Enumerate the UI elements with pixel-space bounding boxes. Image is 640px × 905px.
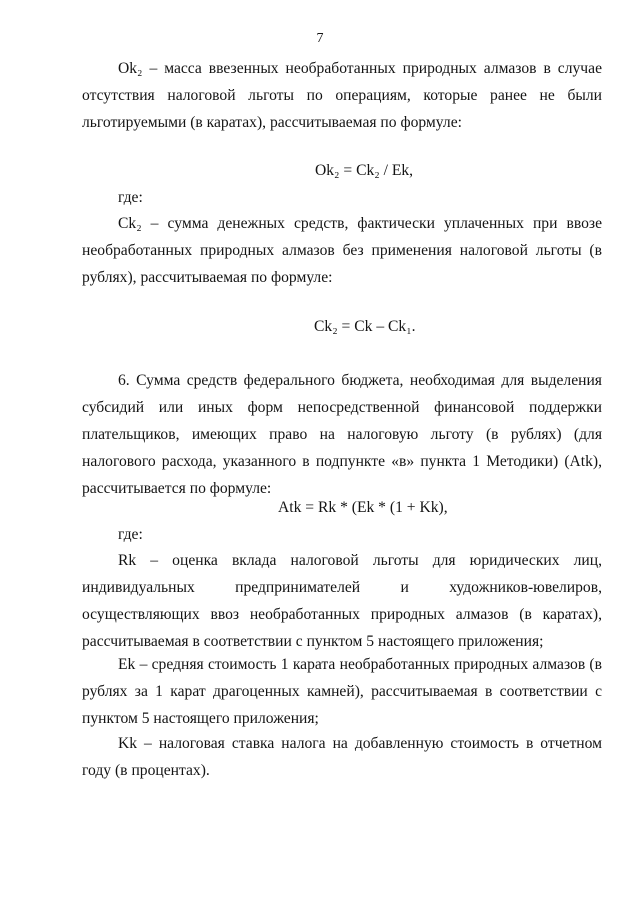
definition-rk: Rk – оценка вклада налоговой льготы для юридических лиц, индивидуальных предпринимателей и художников-ювелиров, осуществляющих ввоз необработанных природных алмазов (в каратах), рассчитываемая в соответствии с пунктом 5 настоящего приложения; <box>82 552 602 650</box>
definition-ek: Ek – средняя стоимость 1 карата необработанных природных алмазов (в рублях за 1 карат драгоценных камней), рассчитываемая в соответствии с пунктом 5 настоящего приложения; <box>82 656 602 727</box>
page-number: 7 <box>316 31 324 46</box>
formula-atk: Atk = Rk * (Ek * (1 + Kk), <box>278 499 448 516</box>
definition-ok2: Ok₂ – масса ввезенных необработанных природных алмазов в случае отсутствия налоговой льготы по операциям, которые ранее не были льготируемыми (в каратах), рассчитываемая по формуле: <box>82 60 602 131</box>
definition-kk: Kk – налоговая ставка налога на добавленную стоимость в отчетном году (в процентах). <box>82 735 602 779</box>
definition-ck2: Ck₂ – сумма денежных средств, фактически уплаченных при ввозе необработанных природных алмазов без применения налоговой льготы (в рублях), рассчитываемая по формуле: <box>82 215 602 286</box>
formula-ck2: Ck₂ = Ck – Ck₁. <box>314 318 416 335</box>
section-6-paragraph: 6. Сумма средств федерального бюджета, необходимая для выделения субсидий или иных форм непосредственной финансовой поддержки плательщиков, имеющих право на налоговую льготу (в рублях) (для налогового расхода, указанного в подпункте «в» пункта 1 Методики) (Atk), рассчитывается по формуле: <box>82 372 602 497</box>
where-label-2: где: <box>118 526 143 543</box>
where-label: где: <box>118 189 143 206</box>
formula-ok2: Ok₂ = Ck₂ / Ek, <box>315 162 414 179</box>
